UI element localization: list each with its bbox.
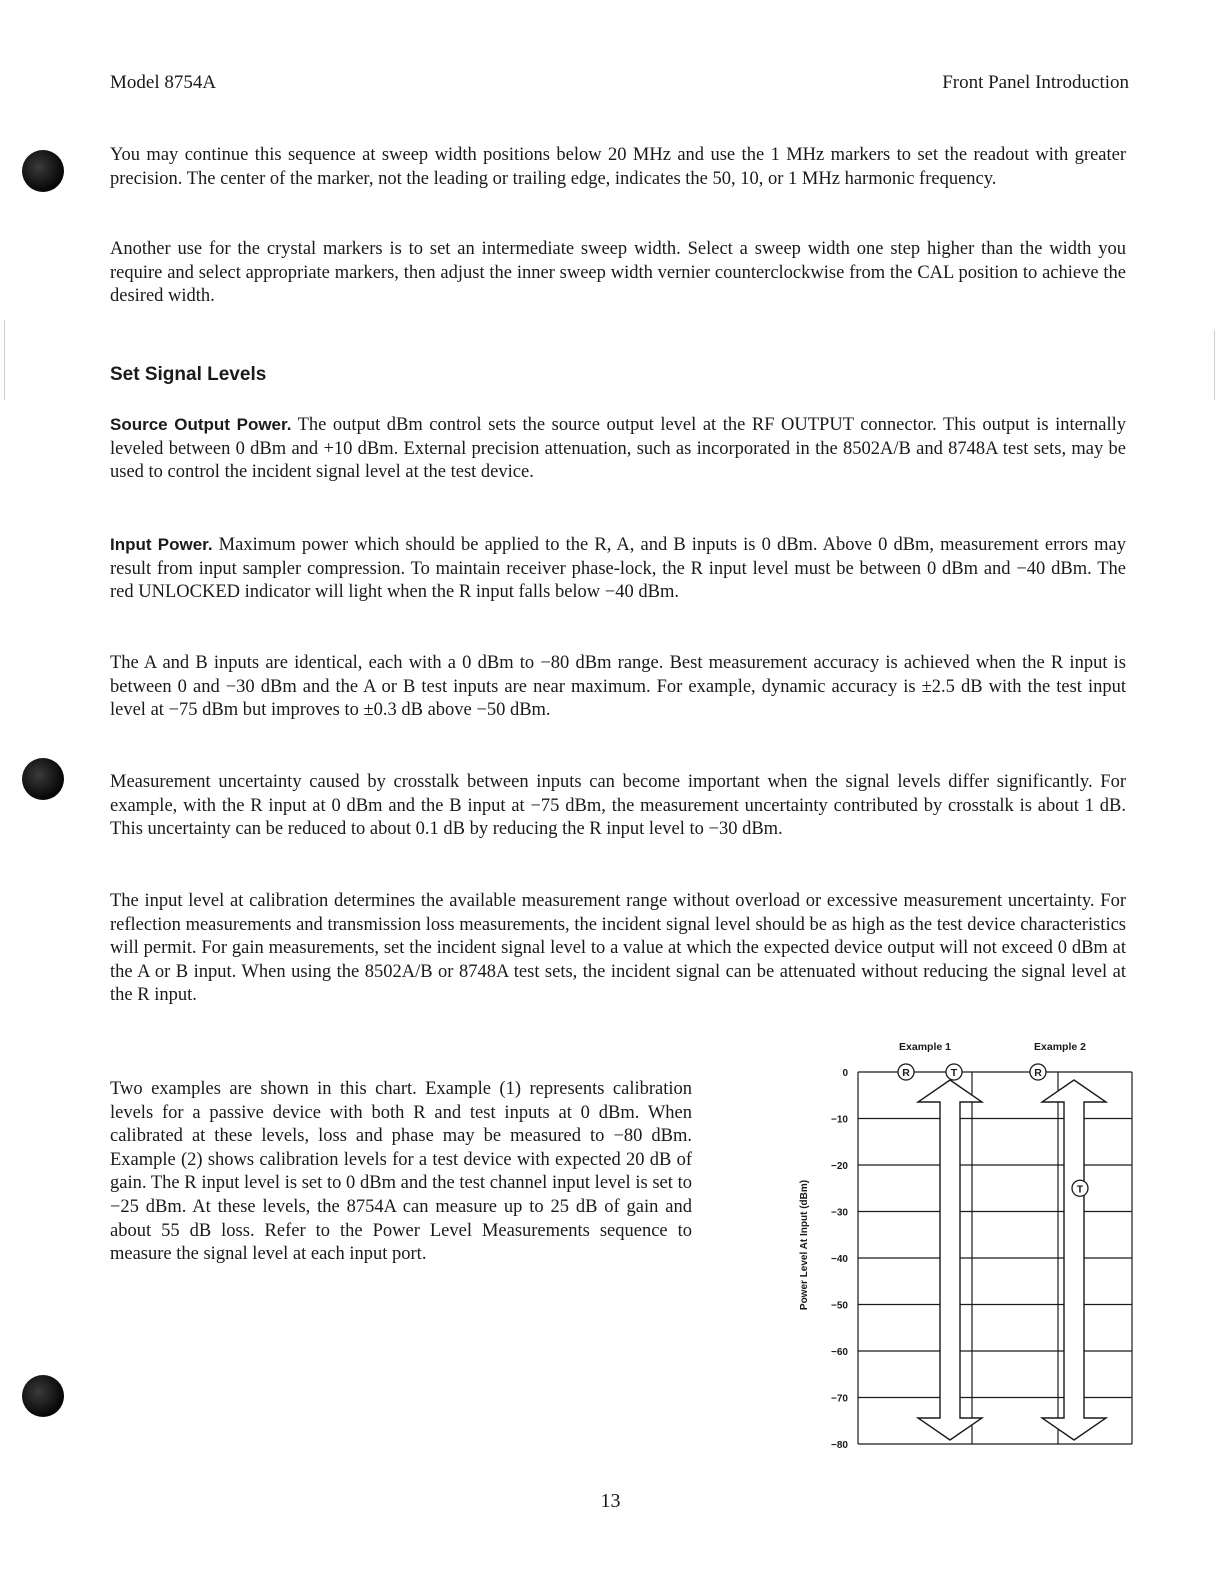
- paragraph-crosstalk: Measurement uncertainty caused by crosstalk between inputs can become important when the signal levels differ significantly. For example, with the R input at 0 dBm and the B input at −75 dBm, the measurement uncertainty contributed by crosstalk is about 1 dB. This uncertainty can be reduced to about 0.1 dB by reducing the R input level to −30 dBm.: [110, 772, 1126, 840]
- y-tick-label: −70: [831, 1393, 848, 1405]
- binder-hole-top: [22, 150, 64, 192]
- page-number: 13: [600, 1490, 621, 1512]
- binder-hole-middle: [22, 758, 64, 800]
- y-tick-label: −30: [831, 1207, 848, 1219]
- scan-edge-left: [4, 320, 5, 400]
- chart-y-axis-label: Power Level At Input (dBm): [799, 1179, 810, 1311]
- binder-hole-bottom: [22, 1375, 64, 1417]
- scan-edge-right: [1214, 330, 1215, 400]
- example-2-range-arrow: [1042, 1080, 1106, 1440]
- y-tick-label: −60: [831, 1347, 848, 1358]
- paragraph-marker-sequence: You may continue this sequence at sweep width positions below 20 MHz and use the 1 MHz markers to set the readout with greater precision. The center of the marker, not the leading or trailing edge, indicates the 50, 10, or 1 MHz harmonic frequency.: [110, 145, 1126, 189]
- example-1-t-marker-label: T: [950, 1067, 958, 1079]
- input-power-lead: Input Power.: [110, 535, 213, 554]
- input-power-text: Maximum power which should be applied to the R, A, and B inputs is 0 dBm. Above 0 dBm, measurement errors may result from input sampler compression. To maintain receiver phase-lock, the R input level must be between 0 dBm and −40 dBm. The red UNLOCKED indicator will light when the R input falls below −40 dBm.: [110, 535, 1127, 603]
- y-tick-label: −50: [831, 1300, 848, 1312]
- section-heading: Set Signal Levels: [110, 364, 267, 385]
- source-output-power-text: The output dBm control sets the source output level at the RF OUTPUT connector. This output is internally leveled between 0 dBm and +10 dBm. External precision attenuation, such as incorporated in the 8502A/B and 8748A test sets, may be used to control the incident signal level at the test device.: [110, 415, 1126, 483]
- header-model: Model 8754A: [110, 72, 217, 93]
- example-2-r-marker-label: R: [1034, 1067, 1042, 1079]
- y-tick-label: −40: [831, 1254, 848, 1265]
- paragraph-calibration-level: The input level at calibration determines the available measurement range without overload or excessive measurement uncertainty. For reflection measurements and transmission loss measurements, the incident signal level should be as high as the test device characteristics will permit. For gain measurements, set the incident signal level to a value at which the expected device output will not exceed 0 dBm at the A or B input. When using the 8502A/B or 8748A test sets, the incident signal can be attenuated without reducing the signal level at the R input.: [110, 891, 1126, 1006]
- paragraph-chart-examples: Two examples are shown in this chart. Example (1) represents calibration levels for a passive device with both R and test inputs at 0 dBm. When calibrated at these levels, loss and phase may be measured to −80 dBm. Example (2) shows calibration levels for a test device with expected 20 dB of gain. The R input level is set to 0 dBm and the test channel input level is set to −25 dBm. At these levels, the 8754A can measure up to 25 dB of gain and about 55 dB loss. Refer to the Power Level Measurements sequence to measure the signal level at each input port.: [110, 1079, 692, 1265]
- y-tick-label: −10: [831, 1114, 848, 1126]
- paragraph-ab-inputs: The A and B inputs are identical, each with a 0 dBm to −80 dBm range. Best measurement accuracy is achieved when the R input is between 0 and −30 dBm and the A or B test inputs are near maximum. For example, dynamic accuracy is ±2.5 dB with the test input level at −75 dBm but improves to ±0.3 dB above −50 dBm.: [110, 653, 1126, 721]
- y-tick-label: −20: [831, 1161, 848, 1172]
- example-2-label: Example 2: [1034, 1041, 1086, 1053]
- y-tick-label: −80: [831, 1440, 848, 1451]
- paragraph-input-power: [110, 533, 1126, 605]
- example-2-t-marker-label: T: [1076, 1183, 1084, 1196]
- paragraph-source-output-power: [110, 413, 1126, 485]
- paragraph-crystal-markers: Another use for the crystal markers is to set an intermediate sweep width. Select a sweep width one step higher than the width you require and select appropriate markers, then adjust the inner sweep width vernier counterclockwise from the CAL position to achieve the desired width.: [110, 239, 1126, 307]
- power-level-chart: [790, 1030, 1150, 1455]
- y-tick-label: 0: [842, 1068, 848, 1079]
- header-section: Front Panel Introduction: [942, 72, 1129, 93]
- example-1-label: Example 1: [899, 1041, 951, 1053]
- example-1-r-marker-label: R: [902, 1067, 910, 1079]
- source-output-power-lead: Source Output Power.: [110, 415, 292, 434]
